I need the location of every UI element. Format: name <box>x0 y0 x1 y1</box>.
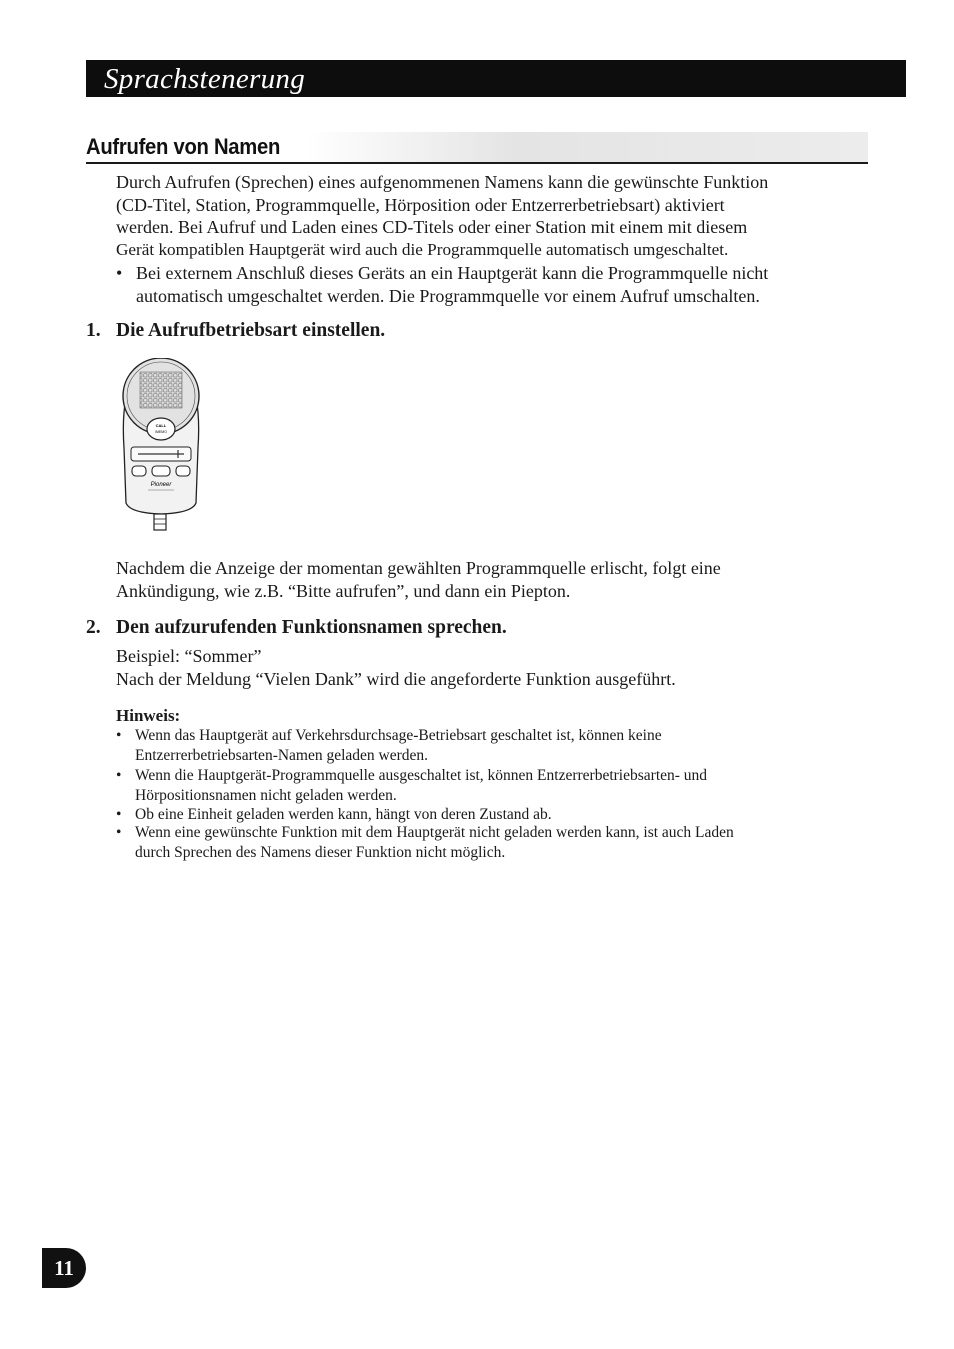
brand-logo: Pioneer <box>150 482 172 488</box>
note-item <box>116 823 836 862</box>
intro-paragraph <box>116 171 856 261</box>
step-1-description <box>116 557 836 603</box>
note-line: Wenn die Hauptgerät-Programmquelle ausgeschaltet ist, können Entzerrerbetriebsarten- und <box>135 767 708 784</box>
intro-line: werden. Bei Aufruf und Laden eines CD-Titels oder einer Station mit einem mit diesem <box>116 217 748 237</box>
note-line: Entzerrerbetriebsarten-Namen geladen werden. <box>135 746 429 764</box>
bullet-line: automatisch umgeschaltet werden. Die Programmquelle vor einem Aufruf umschalten. <box>136 285 760 306</box>
button-left <box>132 466 146 476</box>
voice-remote-illustration <box>118 358 204 534</box>
intro-line: Gerät kompatiblen Hauptgerät wird auch die Programmquelle automatisch umgeschaltet. <box>116 239 729 259</box>
call-memo-button <box>147 418 175 440</box>
cable-connector <box>154 514 166 530</box>
note-item <box>116 726 836 765</box>
intro-bullet <box>116 262 856 307</box>
page-number-badge: 11 <box>42 1248 86 1288</box>
description-line: Ankündigung, wie z.B. “Bitte aufrufen”, und dann ein Piepton. <box>116 581 571 601</box>
intro-line: Durch Aufrufen (Sprechen) eines aufgenommenen Namens kann die gewünschte Funktion <box>116 172 769 192</box>
call-label: CALL <box>155 423 167 428</box>
description-line: Nachdem die Anzeige der momentan gewählten Programmquelle erlischt, folgt eine <box>116 558 721 578</box>
step-number: 1. <box>86 320 101 341</box>
note-line: Wenn eine gewünschte Funktion mit dem Hauptgerät nicht geladen werden kann, ist auch Laden <box>135 824 734 841</box>
bullet-dot: • <box>116 806 122 823</box>
note-line: Hörpositionsnamen nicht geladen werden. <box>135 786 397 804</box>
step-number: 2. <box>86 617 101 638</box>
bullet-dot: • <box>116 263 123 283</box>
bullet-dot: • <box>116 727 122 744</box>
bullet-line: Bei externem Anschluß dieses Geräts an ein Hauptgerät kann die Programmquelle nicht <box>136 263 769 283</box>
section-heading-text: Aufrufen von Namen <box>86 134 281 159</box>
bullet-dot: • <box>116 824 122 841</box>
example-text: Beispiel: “Sommer” <box>116 646 262 666</box>
button-middle <box>152 466 170 476</box>
speaker-holes <box>140 372 182 408</box>
note-item <box>116 805 836 825</box>
note-line: Ob eine Einheit geladen werden kann, hängt von deren Zustand ab. <box>135 806 552 823</box>
note-item <box>116 766 836 805</box>
bullet-dot: • <box>116 767 122 784</box>
step-2-description <box>116 645 836 691</box>
step-1-heading <box>86 319 385 343</box>
intro-line: (CD-Titel, Station, Programmquelle, Hörposition oder Entzerrerbetriebsart) aktiviert <box>116 194 725 215</box>
note-line: durch Sprechen des Namens dieser Funktion nicht möglich. <box>135 843 506 861</box>
note-line: Wenn das Hauptgerät auf Verkehrsdurchsage-Betriebsart geschaltet ist, können keine <box>135 727 662 744</box>
result-text: Nach der Meldung “Vielen Dank” wird die angeforderte Funktion ausgeführt. <box>116 669 676 689</box>
page-title: Sprachstenerung <box>104 63 306 95</box>
memo-label: /MEMO <box>155 430 167 434</box>
notes-label: Hinweis: <box>116 706 181 725</box>
step-2-heading <box>86 616 507 640</box>
step-title: Den aufzurufenden Funktionsnamen sprechen. <box>116 617 507 638</box>
step-title: Die Aufrufbetriebsart einstellen. <box>116 320 386 341</box>
section-heading <box>86 132 868 164</box>
button-right <box>176 466 190 476</box>
